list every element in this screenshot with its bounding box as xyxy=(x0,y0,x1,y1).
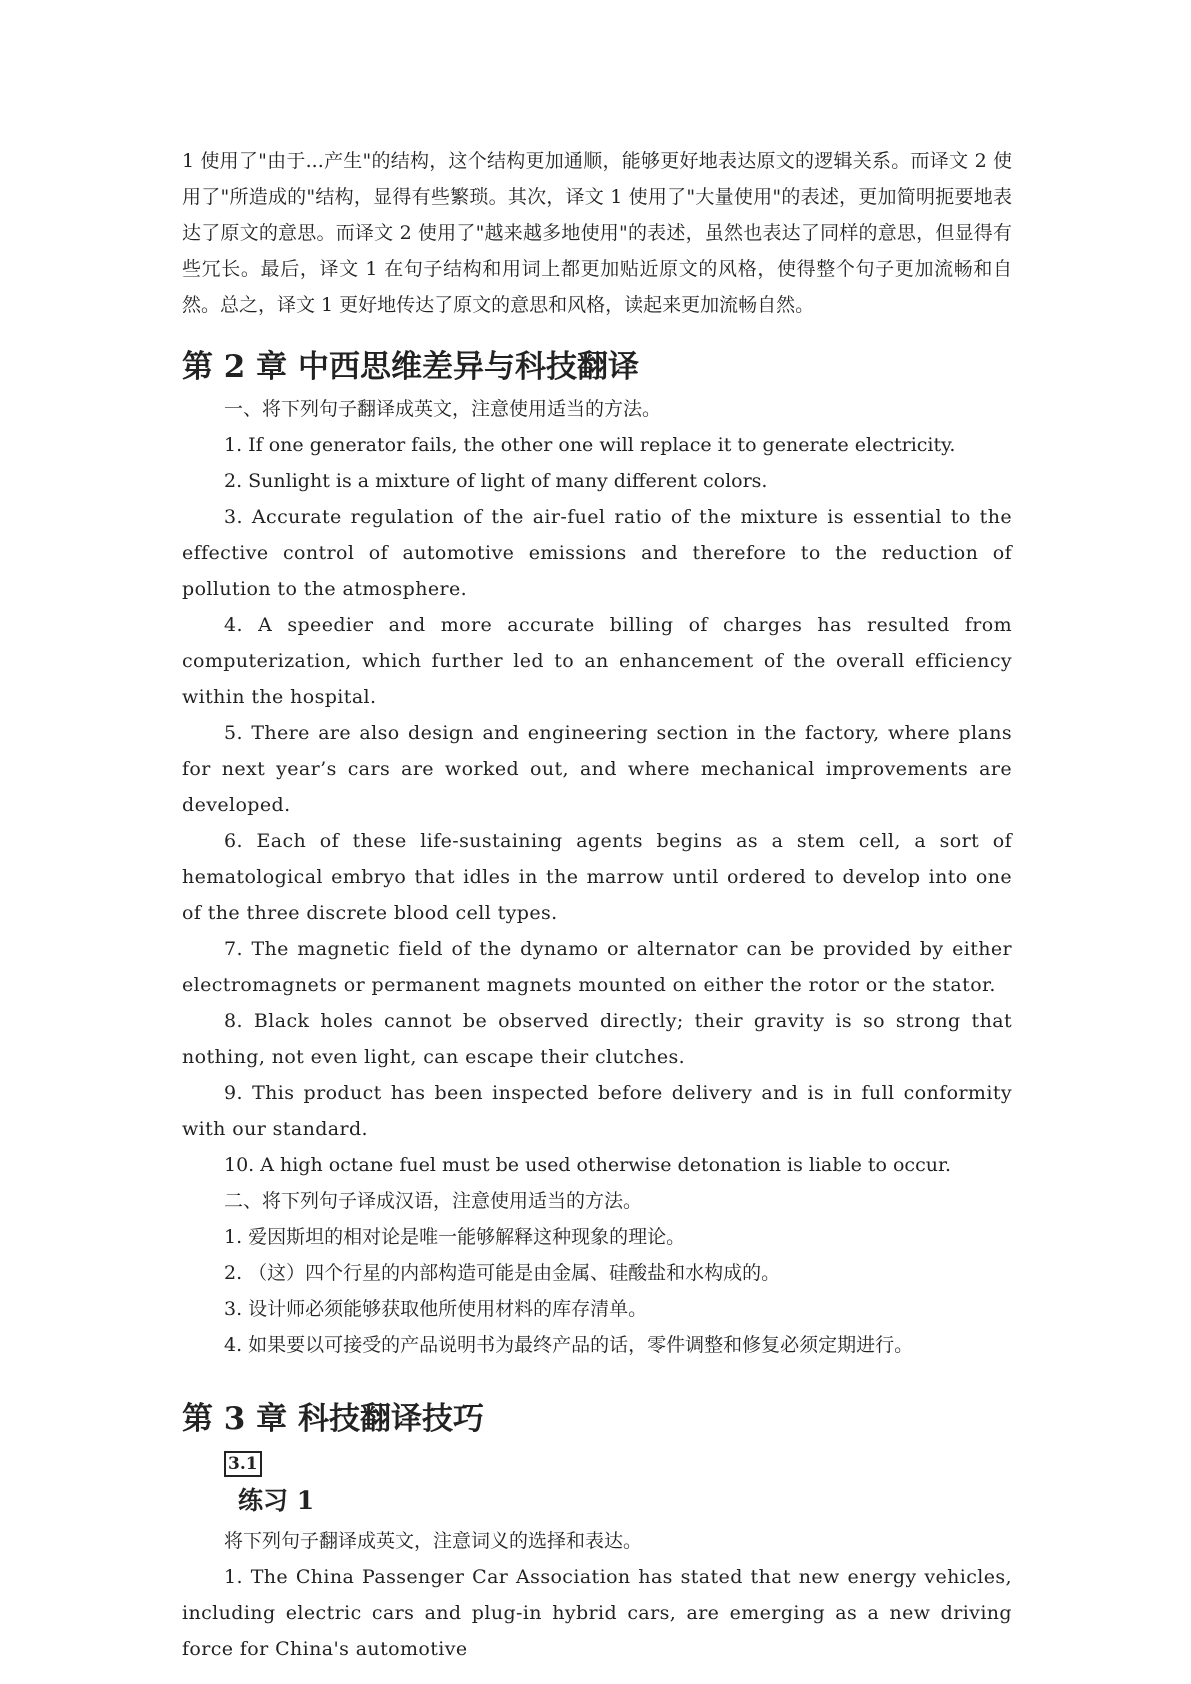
page-content xyxy=(182,143,1012,1667)
zh-sentence-4: 4. 如果要以可接受的产品说明书为最终产品的话，零件调整和修复必须定期进行。 xyxy=(224,1334,914,1356)
en-sentence-7: 7. The magnetic field of the dynamo or alternator can be provided by either electromagnets or permanent magnets mounted on either the rotor or the stator. xyxy=(182,938,1012,996)
en-sentence-5: 5. There are also design and engineering section in the factory, where plans for next year’s cars are worked out, and where mechanical improvements are developed. xyxy=(182,722,1012,816)
en-sentence-4: 4. A speedier and more accurate billing of charges has resulted from computerization, which further led to an enhancement of the overall efficiency within the hospital. xyxy=(182,614,1012,708)
en-sentence-1: 1. If one generator fails, the other one will replace it to generate electricity. xyxy=(224,434,956,456)
chapter-2-part1-instruction: 一、将下列句子翻译成英文，注意使用适当的方法。 xyxy=(224,398,662,420)
top-paragraph: 1 使用了"由于...产生"的结构，这个结构更加通顺，能够更好地表达原文的逻辑关系。而译文 2 使用了"所造成的"结构，显得有些繁琐。其次，译文 1 使用了"大量使用"的表述，更加简明扼要地表达了原文的意思。而译文 2 使用了"越来越多地使用"的表述，虽然也表达了同样的意思，但显得有些冗长。最后，译文 1 在句子结构和用词上都更加贴近原文的风格，使得整个句子更加流畅和自然。总之，译文 1 更好地传达了原文的意思和风格，读起来更加流畅自然。 xyxy=(182,150,1012,316)
zh-sentence-1: 1. 爱因斯坦的相对论是唯一能够解释这种现象的理论。 xyxy=(224,1226,686,1248)
chapter-3-instruction: 将下列句子翻译成英文，注意词义的选择和表达。 xyxy=(224,1530,643,1552)
en-sentence-8: 8. Black holes cannot be observed directly; their gravity is so strong that nothing, not even light, can escape their clutches. xyxy=(182,1010,1012,1068)
zh-sentence-3: 3. 设计师必须能够获取他所使用材料的库存清单。 xyxy=(224,1298,648,1320)
exercise-title: 练习 1 xyxy=(238,1486,315,1515)
chapter-2-part2-instruction: 二、将下列句子译成汉语，注意使用适当的方法。 xyxy=(224,1190,643,1212)
chapter-3-sentence-1: 1. The China Passenger Car Association has stated that new energy vehicles, including electric cars and plug-in hybrid cars, are emerging as a new driving force for China's automotive xyxy=(182,1566,1012,1660)
chapter-2-title: 第 2 章 中西思维差异与科技翻译 xyxy=(182,349,639,385)
en-sentence-6: 6. Each of these life-sustaining agents begins as a stem cell, a sort of hematological embryo that idles in the marrow until ordered to develop into one of the three discrete blood cell types. xyxy=(182,830,1012,924)
en-sentence-10: 10. A high octane fuel must be used otherwise detonation is liable to occur. xyxy=(224,1154,951,1176)
en-sentence-3: 3. Accurate regulation of the air-fuel ratio of the mixture is essential to the effective control of automotive emissions and therefore to the reduction of pollution to the atmosphere. xyxy=(182,506,1012,600)
en-sentence-9: 9. This product has been inspected before delivery and is in full conformity with our standard. xyxy=(182,1082,1012,1140)
en-sentence-2: 2. Sunlight is a mixture of light of many different colors. xyxy=(224,470,768,492)
zh-sentence-2: 2. （这）四个行星的内部构造可能是由金属、硅酸盐和水构成的。 xyxy=(224,1262,781,1284)
section-number-box: 3.1 xyxy=(224,1451,262,1477)
chapter-3-title: 第 3 章 科技翻译技巧 xyxy=(182,1401,484,1437)
